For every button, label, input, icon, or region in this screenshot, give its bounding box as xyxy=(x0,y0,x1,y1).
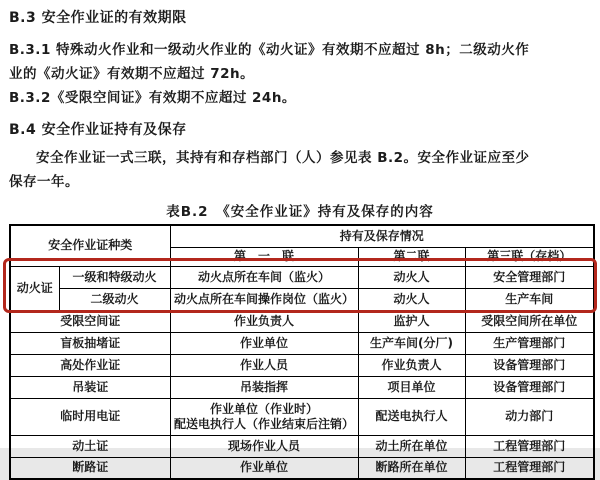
cell-power-copy3: 动力部门 xyxy=(465,398,594,435)
cell-confined-copy2: 监护人 xyxy=(358,310,465,332)
cell-fire1-copy1: 动火点所在车间（监火） xyxy=(170,266,358,288)
cell-fire1-copy2: 动火人 xyxy=(358,266,465,288)
table-row-confined xyxy=(10,310,594,332)
cell-earth-copy1: 现场作业人员 xyxy=(170,435,358,457)
cell-fire1-sub: 一级和特级动火 xyxy=(59,266,170,288)
cell-fire2-copy3: 生产车间 xyxy=(465,288,594,310)
cell-power-category: 临时用电证 xyxy=(10,398,170,435)
table-header-row-1 xyxy=(10,225,594,247)
cell-power-copy1-line2: 配送电执行人（作业结束后注销） xyxy=(174,416,355,431)
permit-hold-table xyxy=(9,224,595,480)
cell-blind-category: 盲板抽堵证 xyxy=(10,332,170,354)
header-hold-group: 持有及保存情况 xyxy=(170,225,594,247)
para-b31-line1: B.3.1 特殊动火作业和一级动火作业的《动火证》有效期不应超过 8h；二级动火作 xyxy=(9,42,530,58)
heading-b4: B.4 安全作业证持有及保存 xyxy=(9,122,187,138)
table-row-fire-2 xyxy=(10,288,594,310)
cell-fire2-copy2: 动火人 xyxy=(358,288,465,310)
cell-fire2-sub: 二级动火 xyxy=(59,288,170,310)
cell-road-copy2: 断路所在单位 xyxy=(358,457,465,479)
cell-confined-copy3: 受限空间所在单位 xyxy=(465,310,594,332)
table-row-fire-1 xyxy=(10,266,594,288)
table-row-power xyxy=(10,398,594,435)
para-b31-line2: 业的《动火证》有效期不应超过 72h。 xyxy=(9,66,255,82)
cell-earth-copy2: 动土所在单位 xyxy=(358,435,465,457)
cell-road-copy1: 作业单位 xyxy=(170,457,358,479)
cell-fire2-copy1: 动火点所在车间操作岗位（监火） xyxy=(170,288,358,310)
cell-earth-category: 动土证 xyxy=(10,435,170,457)
cell-height-category: 高处作业证 xyxy=(10,354,170,376)
cell-power-copy2: 配送电执行人 xyxy=(358,398,465,435)
table-caption: 表B.2 《安全作业证》持有及保存的内容 xyxy=(166,204,434,220)
cell-fire1-copy3: 安全管理部门 xyxy=(465,266,594,288)
cell-lifting-category: 吊装证 xyxy=(10,376,170,398)
cell-confined-copy1: 作业负责人 xyxy=(170,310,358,332)
cell-fire-category: 动火证 xyxy=(10,266,59,310)
cell-power-copy1 xyxy=(170,398,358,435)
cell-blind-copy2: 生产车间(分厂) xyxy=(358,332,465,354)
header-copy3: 第三联（存档） xyxy=(465,247,594,266)
cell-blind-copy1: 作业单位 xyxy=(170,332,358,354)
cell-lifting-copy3: 设备管理部门 xyxy=(465,376,594,398)
table-row-height xyxy=(10,354,594,376)
cell-height-copy1: 作业人员 xyxy=(170,354,358,376)
table-row-road xyxy=(10,457,594,479)
cell-lifting-copy1: 吊装指挥 xyxy=(170,376,358,398)
cell-confined-category: 受限空间证 xyxy=(10,310,170,332)
cell-road-copy3: 工程管理部门 xyxy=(465,457,594,479)
cell-height-copy2: 作业负责人 xyxy=(358,354,465,376)
header-permit-type: 安全作业证种类 xyxy=(10,225,170,266)
cell-road-category: 断路证 xyxy=(10,457,170,479)
table-row-earth xyxy=(10,435,594,457)
table-wrapper xyxy=(9,224,593,480)
heading-b3: B.3 安全作业证的有效期限 xyxy=(9,10,187,26)
para-b32: B.3.2《受限空间证》有效期不应超过 24h。 xyxy=(9,90,296,106)
table-row-blind xyxy=(10,332,594,354)
table-row-lifting xyxy=(10,376,594,398)
cell-lifting-copy2: 项目单位 xyxy=(358,376,465,398)
para-b4-line1: 安全作业证一式三联，其持有和存档部门（人）参见表 B.2。安全作业证应至少 xyxy=(36,150,530,166)
cell-earth-copy3: 工程管理部门 xyxy=(465,435,594,457)
header-copy1: 第 一 联 xyxy=(170,247,358,266)
cell-power-copy1-line1: 作业单位（作业时） xyxy=(210,401,319,416)
header-copy2: 第二联 xyxy=(358,247,465,266)
cell-height-copy3: 设备管理部门 xyxy=(465,354,594,376)
cell-blind-copy3: 生产管理部门 xyxy=(465,332,594,354)
para-b4-line2: 保存一年。 xyxy=(9,174,79,190)
